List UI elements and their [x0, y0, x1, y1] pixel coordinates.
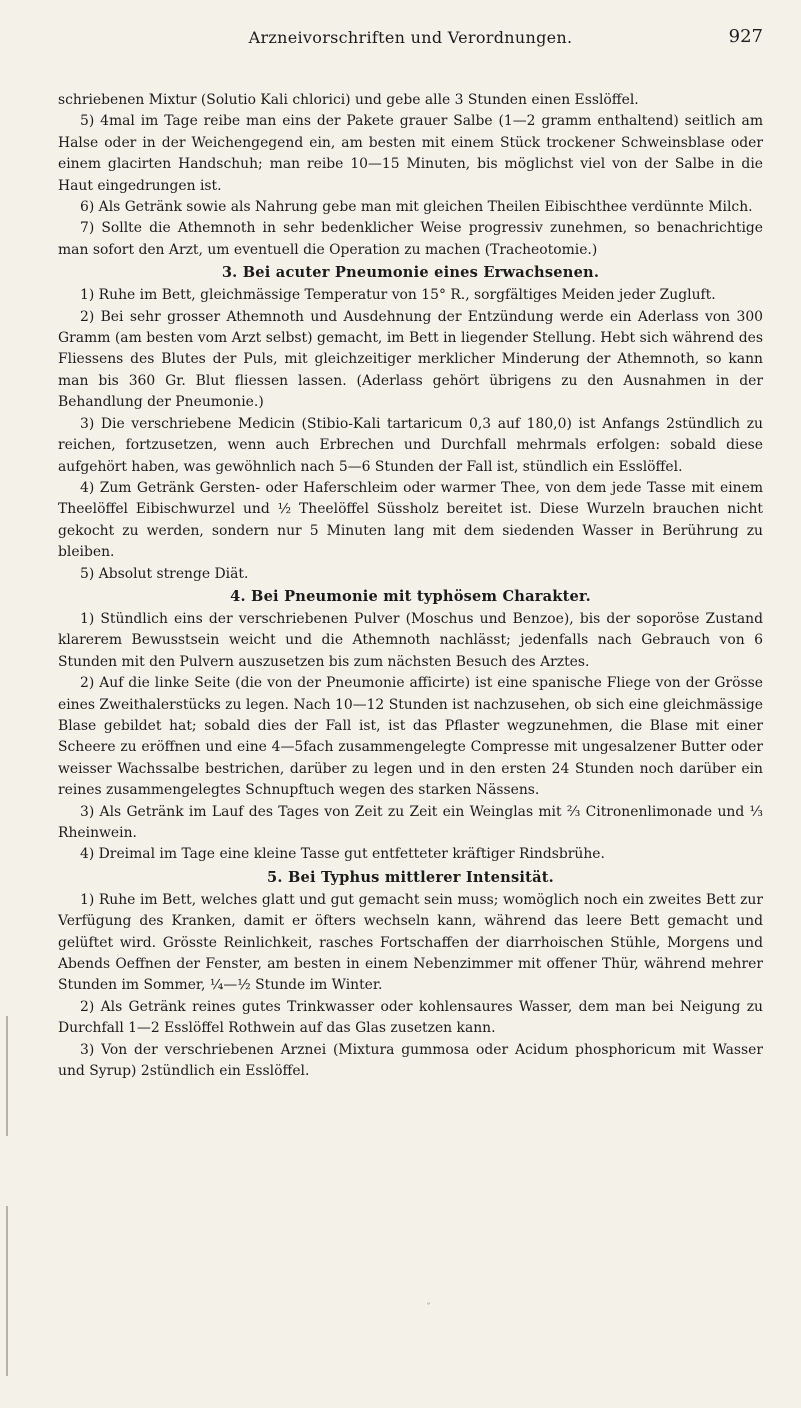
- page-edge-shadow: [6, 1206, 8, 1376]
- paragraph: 1) Stündlich eins der verschriebenen Pulver (Moschus und Benzoe), bis der soporöse Zustand klarerem Bewusstsein weicht und die Athemnoth nachlässt; jedenfalls nach Gebrauch von 6 Stunden mit den Pulvern auszusetzen bis zum nächsten Besuch des Arztes.: [58, 610, 763, 670]
- paragraph: 1) Ruhe im Bett, welches glatt und gut gemacht sein muss; womöglich noch ein zweites Bett zur Verfügung des Kranken, damit er öfters wechseln kann, während das leere Bett gemacht und gelüftet wird. Grösste Reinlichkeit, rasches Fortschaffen der diarrhoischen Stühle, Morgens und Abends Oeffnen der Fenster, am besten in einem Nebenzimmer mit offener Thür, während mehrer Stunden im Sommer, ¼—½ Stunde im Winter.: [58, 891, 763, 994]
- paragraph: 4) Dreimal im Tage eine kleine Tasse gut entfetteter kräftiger Rindsbrühe.: [80, 846, 605, 863]
- paragraph: 5) Absolut strenge Diät.: [80, 565, 249, 582]
- section-heading: 3. Bei acuter Pneumonie eines Erwachsenen.: [221, 264, 600, 282]
- section-heading: 4. Bei Pneumonie mit typhösem Charakter.: [230, 587, 591, 605]
- page-edge-shadow: [6, 1016, 8, 1136]
- paragraph: 1) Ruhe im Bett, gleichmässige Temperatur von 15° R., sorgfältiges Meiden jeder Zugluft.: [80, 287, 716, 304]
- paragraph: schriebenen Mixtur (Solutio Kali chlorici) und gebe alle 3 Stunden einen Esslöffel.: [58, 92, 639, 108]
- paragraph: 2) Als Getränk reines gutes Trinkwasser oder kohlensaures Wasser, dem man bei Neigung zu Durchfall 1—2 Esslöffel Rothwein auf das Glas zusetzen kann.: [58, 998, 763, 1037]
- running-head: [58, 6, 763, 46]
- paragraph: 5) 4mal im Tage reibe man eins der Pakete grauer Salbe (1—2 gramm enthaltend) seitlich am Halse oder in der Weichengegend ein, am besten mit einem Stück trockener Schweinsblase oder einem glacirten Handschuh; man reibe 10—15 Minuten, bis möglichst viel von der Salbe in die Haut eingedrungen ist.: [58, 113, 763, 194]
- paragraph: 4) Zum Getränk Gersten- oder Haferschleim oder warmer Thee, von dem jede Tasse mit einem Theelöffel Eibischwurzel und ½ Theelöffel Süssholz bereitet ist. Diese Wurzeln brauchen nicht gekocht zu werden, sondern nur 5 Minuten lang mit dem siedenden Wasser in Berührung zu bleiben.: [58, 479, 763, 561]
- page-number: 927: [728, 26, 763, 47]
- paragraph: 6) Als Getränk sowie als Nahrung gebe man mit gleichen Theilen Eibischthee verdünnte Milch.: [80, 199, 753, 216]
- running-head-title: Arzneivorschriften und Verordnungen.: [248, 28, 573, 47]
- section-heading: 5. Bei Typhus mittlerer Intensität.: [267, 868, 554, 886]
- paragraph: 7) Sollte die Athemnoth in sehr bedenklicher Weise progressiv zunehmen, so benachrichtige man sofort den Arzt, um eventuell die Operation zu machen (Tracheotomie.): [58, 220, 763, 258]
- print-mark: ˇ: [426, 1303, 431, 1314]
- paragraph: 3) Als Getränk im Lauf des Tages von Zeit zu Zeit ein Weinglas mit ⅔ Citronenlimonade und ⅓ Rheinwein.: [58, 803, 763, 841]
- paragraph: 2) Bei sehr grosser Athemnoth und Ausdehnung der Entzündung werde ein Aderlass von 300 Gramm (am besten vom Arzt selbst) gemacht, im Bett in liegender Stellung. Hebt sich während des Fliessens des Blutes der Puls, mit gleichzeitiger merklicher Minderung der Athemnoth, so kann man bis 360 Gr. Blut fliessen lassen. (Aderlass gehört übrigens zu den Ausnahmen in der Behandlung der Pneumonie.): [58, 308, 763, 411]
- paragraph: 3) Die verschriebene Medicin (Stibio-Kali tartaricum 0,3 auf 180,0) ist Anfangs 2stündlich zu reichen, fortzusetzen, wenn auch Erbrechen und Durchfall mehrmals erfolgen: sobald diese aufgehört haben, was gewöhnlich nach 5—6 Stunden der Fall ist, stündlich ein Esslöffel.: [58, 415, 763, 475]
- page-body: [58, 90, 763, 1082]
- paragraph: 3) Von der verschriebenen Arznei (Mixtura gummosa oder Acidum phosphoricum mit Wasser und Syrup) 2stündlich ein Esslöffel.: [58, 1041, 763, 1080]
- book-page: [0, 6, 801, 1408]
- paragraph: 2) Auf die linke Seite (die von der Pneumonie afficirte) ist eine spanische Fliege von der Grösse eines Zweithalerstücks zu legen. Nach 10—12 Stunden ist nachzusehen, ob sich eine gleichmässige Blase gebildet hat; sobald dies der Fall ist, ist das Pflaster wegzunehmen, die Blase mit einer Scheere zu eröffnen und eine 4—5fach zusammengelegte Compresse mit ungesalzener Butter oder weisser Wachssalbe bestrichen, darüber zu legen und in den ersten 24 Stunden noch darüber ein reines zusammengelegtes Schnupftuch wegen des starken Nässens.: [58, 675, 763, 799]
